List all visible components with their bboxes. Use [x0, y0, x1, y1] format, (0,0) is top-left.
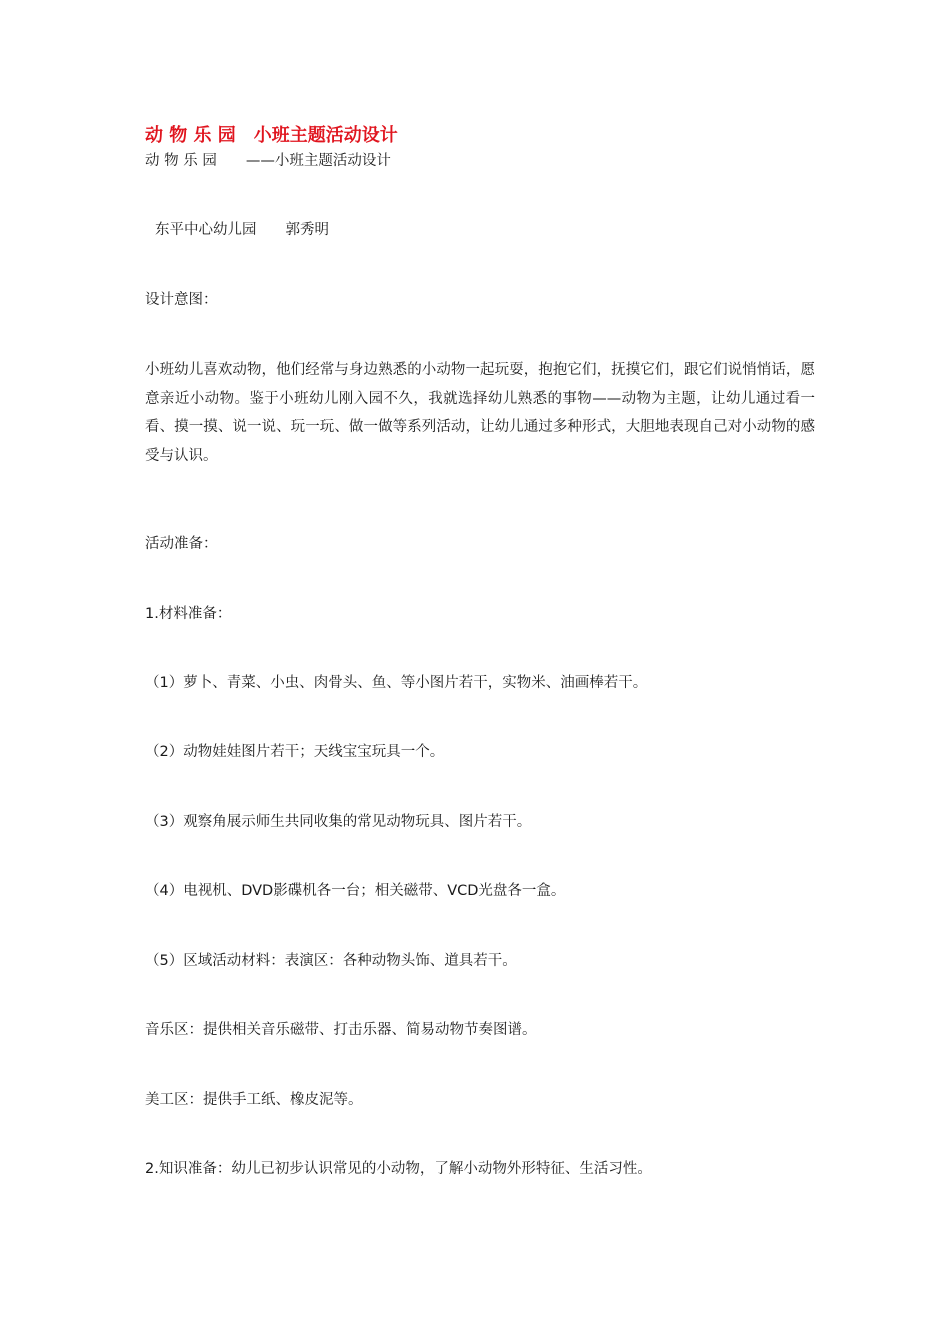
knowledge-prep-line: 2.知识准备：幼儿已初步认识常见的小动物，了解小动物外形特征、生活习性。 — [145, 1161, 652, 1177]
design-intent-heading: 设计意图： — [145, 292, 218, 308]
music-area-line: 音乐区：提供相关音乐磁带、打击乐器、简易动物节奏图谱。 — [145, 1022, 537, 1038]
materials-item: （4）电视机、DVD影碟机各一台；相关磁带、VCD光盘各一盒。 — [145, 883, 566, 899]
document-title: 动 物 乐 园 小班主题活动设计 — [145, 125, 398, 146]
materials-item: （3）观察角展示师生共同收集的常见动物玩具、图片若干。 — [145, 814, 532, 830]
materials-item: （1）萝卜、青菜、小虫、肉骨头、鱼、等小图片若干，实物米、油画棒若干。 — [145, 675, 648, 691]
materials-item: （2）动物娃娃图片若干；天线宝宝玩具一个。 — [145, 744, 445, 760]
materials-item: （5）区域活动材料：表演区：各种动物头饰、道具若干。 — [145, 953, 517, 969]
art-area-line: 美工区：提供手工纸、橡皮泥等。 — [145, 1092, 363, 1108]
document-subtitle: 动 物 乐 园 ——小班主题活动设计 — [145, 153, 391, 169]
prep-heading: 活动准备： — [145, 536, 218, 552]
materials-heading: 1.材料准备： — [145, 606, 232, 622]
author-line: 东平中心幼儿园 郭秀明 — [155, 222, 329, 238]
design-intent-paragraph: 小班幼儿喜欢动物，他们经常与身边熟悉的小动物一起玩耍，抱抱它们，抚摸它们，跟它们说悄悄话，愿意亲近小动物。鉴于小班幼儿刚入园不久，我就选择幼儿熟悉的事物——动物为主题，让幼儿通过看一看、摸一摸、说一说、玩一玩、做一做等系列活动，让幼儿通过多种形式，大胆地表现自己对小动物的感受与认识。 — [145, 362, 815, 464]
